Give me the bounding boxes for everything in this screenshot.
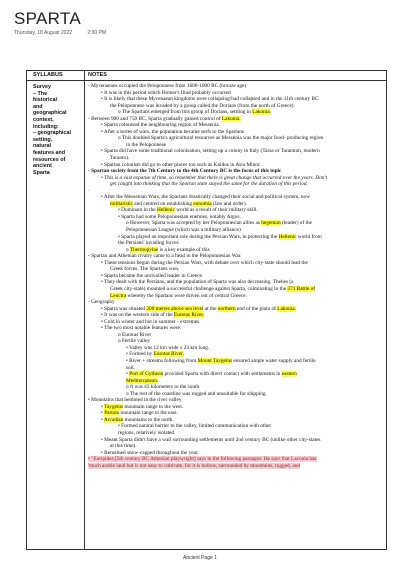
- note-line: • They dealt with the Persians, and the population of Sparta was also decreasing. Thebes (a: [101, 279, 294, 286]
- note-line: the Persians' invading forces: [118, 240, 179, 247]
- note-line: o The rest of the coastline was rugged and unsuitable for shipping.: [126, 390, 267, 397]
- note-line: - Spartan society from the 7th Century to the 4th Century BC is the focus of this topic: [88, 168, 282, 175]
- note-line: • Sparta had some Peloponnesian enemies, notably Argos.: [118, 213, 241, 220]
- note-line: • Parnon mountain range to the east.: [101, 410, 178, 417]
- note-line: • Formed natural barrier to the valley, limited communication with other: [118, 423, 272, 430]
- page-title: SPARTA: [14, 9, 81, 28]
- note-line: - Between 900 and 750 BC, Sparta gradually gained control of Lakonia.: [88, 115, 241, 122]
- note-line: o However, Sparta was accepted by her Peloponnesian allies as hegemon (leader) of the: [126, 220, 313, 227]
- note-line: • The two most notable features were:: [101, 325, 182, 332]
- note-line: • After a series of wars, the population became serfs to the Spartans: [101, 128, 244, 135]
- note-line: • Sparta colonised the neighbouring region of Messenia.: [101, 122, 220, 129]
- note-line: o Fertile valley: [118, 338, 151, 345]
- note-line: o The Spartans emerged from this group of Dorians, settling in Lakonia.: [118, 109, 271, 116]
- note-line: • After the Messenian Wars, the Spartans drastically changed their social and political system, now: [101, 194, 311, 201]
- note-line: Taranto).: [110, 155, 130, 162]
- note-line: o It was 42 kilometers to the south.: [126, 384, 201, 391]
- syllabus-line: and: [33, 103, 43, 110]
- syllabus-line: context,: [33, 116, 54, 123]
- note-line: militaristic and centred on establishing eunomia (law and order).: [110, 200, 247, 207]
- syllabus-line: – geographical: [33, 130, 72, 137]
- syllabus-line: Sparta: [33, 169, 50, 176]
- note-line: Mediterranean.: [126, 377, 159, 384]
- note-line: • Sparta became the unrivalled leader in Greece.: [101, 272, 204, 279]
- note-line: • Arcadian mountains to the north.: [101, 416, 174, 423]
- note-line: • Taygetus mountain range to the west.: [101, 403, 184, 410]
- note-line: Greek city-state) mounted a successful challenge against Sparta, culminating in the 371 Battle of: [110, 285, 316, 292]
- syllabus-line: resources of: [33, 156, 66, 163]
- note-line: get caught into thinking that the Spartan state stayed the same for the duration of this period.: [110, 181, 308, 188]
- note-line: • Sparta was situated 200 metres above sea level at the northern end of the plain of Lakonia.: [101, 305, 296, 312]
- notes-cell[interactable]: [85, 81, 386, 549]
- syllabus-line: ancient: [33, 163, 52, 170]
- syllabus-line: historical: [33, 97, 57, 104]
- note-line: • River + streams following from Mount Taygetus ensured ample water supply and fertile: [126, 357, 316, 364]
- note-line: - Geography: [88, 299, 115, 306]
- syllabus-line: including:: [33, 123, 59, 130]
- note-line: in the Peloponnese: [126, 141, 167, 148]
- note-line: • Remained snow-capped throughout the year.: [101, 449, 199, 456]
- table-header: [27, 71, 386, 81]
- syllabus-line: – The: [33, 90, 48, 97]
- note-line: • Mountains that hemmed in the river valley: [88, 397, 182, 404]
- note-line: the Peloponnese was invaded by a group called the Dorians (from the north of Greece).: [110, 102, 295, 109]
- note-line: • Meant Sparta didn't have a wall surrounding settlements until 2nd century BC (unlike other city-states: [101, 436, 321, 443]
- note-line: • Dominant in the Hellenic world as a result of their military skill.: [118, 207, 258, 214]
- note-line: 'much arable land but is not easy to cultivate, for it is hollow, surrounded by mountains, rugged, and: [88, 462, 301, 469]
- table-body: [27, 81, 386, 549]
- note-line: soil.: [126, 364, 135, 371]
- note-line: • Sparta did have some traditional colonisation, setting up a colony in Italy (Taras or Tarantum, modern: [101, 148, 320, 155]
- note-line: at this time).: [110, 443, 137, 450]
- note-line: • It was on the western side of the Eurotas River.: [101, 312, 205, 319]
- notes-table: [26, 70, 387, 550]
- syllabus-line: features and: [33, 149, 66, 156]
- syllabus-line: natural: [33, 143, 51, 150]
- note-line: • This is a vast expanse of time, so remember that there is great change that occurred over the years. Don't: [101, 174, 328, 181]
- note-line: Greek forces. The Spartans won.: [110, 266, 180, 273]
- note-line: o Thermopylae is a key example of this: [126, 246, 210, 253]
- note-line: • Formed by Eurotas River.: [126, 351, 184, 358]
- syllabus-cell: [27, 81, 85, 549]
- page-footer: Ancient Page 1: [183, 555, 217, 561]
- note-line: - Spartan and Athenian rivalry came to a head in the Peloponnesian War.: [88, 253, 242, 260]
- header-syllabus: SYLLABUS: [27, 71, 85, 80]
- note-line: Leuctra whereby the Spartans were driven out of central Greece.: [110, 292, 247, 299]
- page-date: Thursday, 18 August 2022: [14, 30, 73, 36]
- note-line: • "Euripides [5th century BC Athenian playwright] says in the following passages: He says that Laconia has: [88, 456, 317, 463]
- note-line: o Eurotas River: [118, 331, 152, 338]
- note-line: • Valley was 12 km wide x 23 km long.: [126, 344, 210, 351]
- note-line: • It was in this period which Homer's Iliad probably occurred: [101, 89, 231, 96]
- note-line: • It is likely that these Mycenaean kingdoms were collapsing/had collapsed and in the 11th century BC: [101, 96, 319, 103]
- note-line: • Port of Gytheon provided Sparta with direct contact with settlements in eastern: [126, 371, 297, 378]
- syllabus-line: setting,: [33, 136, 53, 143]
- note-line: • These tensions begun during the Persian Wars, with debate over which city-state should lead the: [101, 259, 308, 266]
- note-line: • Cold in winter and hot in summer - extremes.: [101, 318, 201, 325]
- note-line: o This doubled Sparta's agricultural resources as Messenia was the major food- producing region: [118, 135, 324, 142]
- note-line: Peloponnesian League (which was a military alliance): [126, 227, 241, 234]
- page-time: 2:00 PM: [87, 30, 107, 36]
- note-line: • Sparta played an important role during the Persian Wars, in protecting the Hellenic world from: [118, 233, 322, 240]
- note-line: - Mycenaeans occupied the Peloponnese from 1600-1000 BC (bronze age): [88, 83, 247, 89]
- note-line: ·: [88, 187, 90, 194]
- syllabus-line: geographical: [33, 110, 67, 117]
- page-meta: [14, 30, 120, 36]
- syllabus-line: Survey: [33, 84, 51, 90]
- note-line: • Spartan colonists did go to other places too such as Knidos in Asia Minor.: [101, 161, 261, 168]
- header-notes: NOTES: [88, 72, 107, 78]
- note-line: regions, relatively isolated.: [118, 429, 176, 436]
